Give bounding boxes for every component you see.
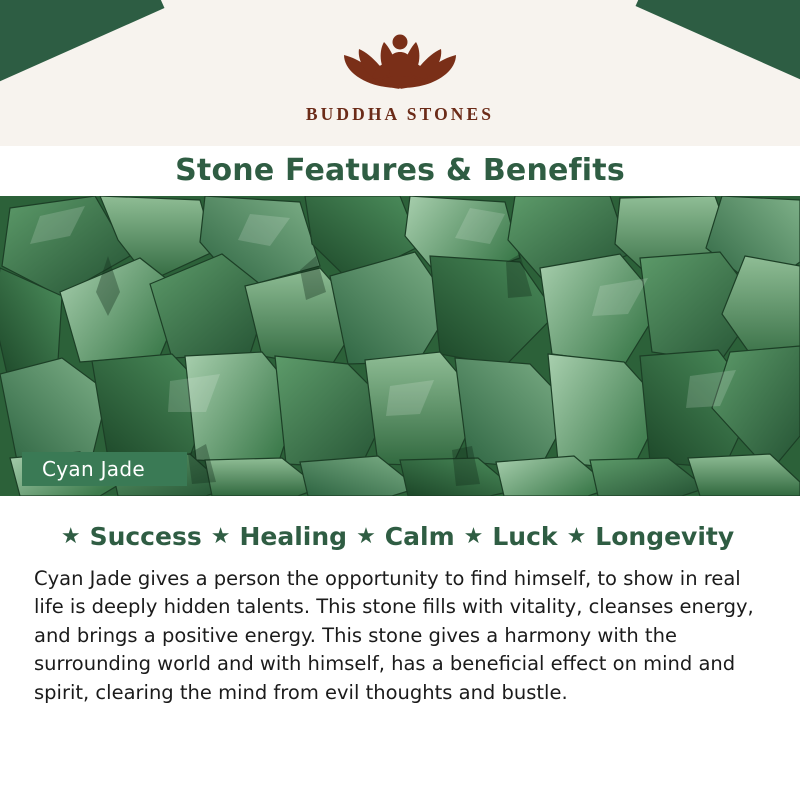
lotus-meditation-icon: [322, 24, 478, 102]
keyword-item: Longevity: [595, 522, 735, 551]
star-icon: ★: [210, 523, 231, 549]
star-icon: ★: [356, 523, 376, 549]
stone-description: Cyan Jade gives a person the opportunity to find himself, to show in real life is deeply hidden talents. This stone fills with vitality, cleanses energy, and brings a positive energy. This stone gives a harmony with the surrounding world and with himself, has a beneficial effect on mind and spirit, clearing the mind from evil thoughts and bustle.: [34, 567, 754, 704]
keyword-list: [34, 522, 766, 551]
star-icon: ★: [60, 523, 81, 549]
star-icon: ★: [463, 523, 484, 549]
brand-name: BUDDHA STONES: [305, 104, 495, 124]
stone-name: Cyan Jade: [42, 457, 145, 481]
stone-name-tag: [22, 452, 187, 486]
keyword-item: Success: [89, 522, 202, 551]
keyword-item: Healing: [239, 522, 348, 551]
star-icon: ★: [566, 523, 587, 549]
brand-header: [0, 0, 800, 140]
stone-photo: [0, 196, 800, 496]
keyword-item: Luck: [492, 522, 558, 551]
content-panel: [0, 496, 800, 800]
keyword-item: Calm: [384, 522, 455, 551]
page-title: Stone Features & Benefits: [175, 153, 625, 188]
